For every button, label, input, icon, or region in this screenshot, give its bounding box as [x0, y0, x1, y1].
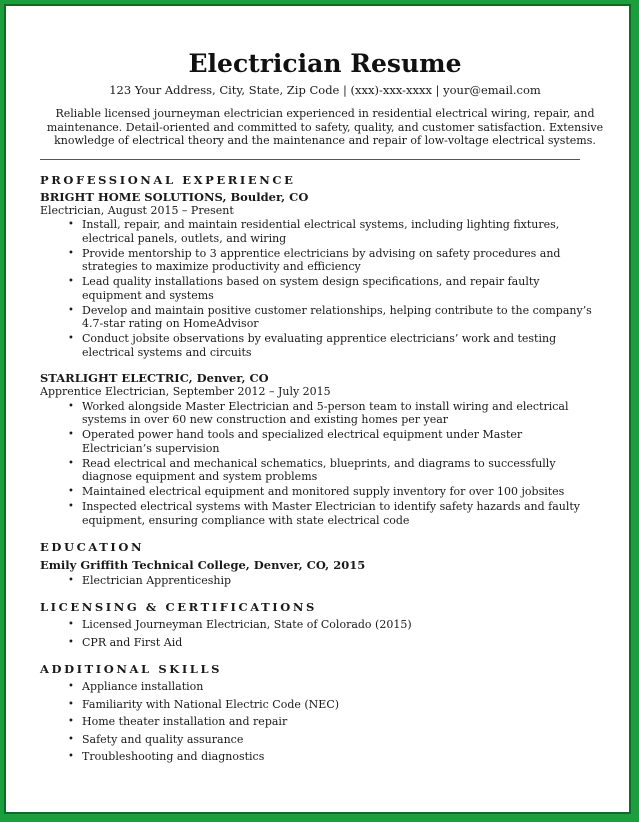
job-bullets: [40, 400, 610, 528]
summary-paragraph: Reliable licensed journeyman electrician experienced in residential electrical wiring, repair, and maintenance. Detail-oriented and committed to safety, quality, and customer satisfaction. Extensive knowledge of electrical theory and the maintenance and repair of low-voltage electrical systems.: [46, 107, 604, 147]
list-item: [68, 456, 610, 484]
job-company: BRIGHT HOME SOLUTIONS, Boulder, CO: [40, 189, 309, 204]
bullet-icon: •: [68, 751, 74, 762]
section-title-experience: PROFESSIONAL EXPERIENCE: [40, 172, 296, 187]
job-entry: [40, 371, 610, 527]
list-item-text: Safety and quality assurance: [82, 732, 244, 746]
bullet-icon: •: [68, 733, 74, 745]
resume-title: Electrician Resume: [188, 49, 462, 78]
list-item-text: Electrician Apprenticeship: [82, 573, 232, 587]
licensing-bullets: [40, 618, 610, 649]
list-item: [68, 618, 610, 632]
list-item: [68, 428, 610, 455]
list-item-text: Lead quality installations based on system design specifications, and repair faulty equipment and systems: [82, 275, 540, 302]
bullet-icon: •: [68, 501, 74, 512]
contact-line: 123 Your Address, City, State, Zip Code | (xxx)-xxx-xxxx | your@email.com: [109, 83, 541, 97]
bullet-icon: •: [68, 619, 74, 630]
bullet-icon: •: [68, 247, 74, 259]
bullet-icon: •: [68, 457, 74, 469]
list-item: [68, 246, 610, 274]
bullet-icon: •: [68, 636, 74, 648]
list-item-text: CPR and First Aid: [82, 635, 183, 649]
section-title-licensing: LICENSING & CERTIFICATIONS: [40, 600, 317, 614]
bullet-icon: •: [68, 698, 74, 710]
list-item-text: Conduct jobsite observations by evaluating apprentice electricians’ work and testing electrical systems and circuits: [82, 332, 557, 359]
list-item: [68, 680, 610, 694]
section-title-education: EDUCATION: [40, 540, 145, 554]
list-item: [68, 303, 610, 331]
bullet-icon: •: [68, 486, 74, 497]
list-item-text: Licensed Journeyman Electrician, State of Colorado (2015): [82, 618, 412, 631]
bullet-icon: •: [68, 429, 74, 440]
list-item-text: Maintained electrical equipment and monitored supply inventory for over 100 jobsites: [82, 485, 565, 498]
list-item-text: Home theater installation and repair: [82, 715, 288, 728]
bullet-icon: •: [68, 333, 74, 344]
list-item-text: Operated power hand tools and specialized electrical equipment under Master Electrician’s supervision: [82, 428, 523, 455]
list-item-text: Read electrical and mechanical schematics, blueprints, and diagrams to successfully diagnose equipment and system problems: [82, 456, 556, 483]
list-item-text: Install, repair, and maintain residential electrical systems, including lighting fixtures, electrical panels, outlets, and wiring: [82, 218, 560, 245]
bullet-icon: •: [68, 304, 74, 316]
bullet-icon: •: [68, 400, 74, 412]
resume-page: [40, 50, 610, 764]
education-school: Emily Griffith Technical College, Denver, CO, 2015: [40, 558, 366, 572]
job-role: Apprentice Electrician, September 2012 – July 2015: [40, 385, 331, 398]
header-divider: [40, 159, 580, 160]
document-frame: [4, 4, 631, 814]
list-item-text: Inspected electrical systems with Master Electrician to identify safety hazards and faulty equipment, ensuring compliance with state electrical code: [82, 500, 581, 527]
section-title-skills: ADDITIONAL SKILLS: [40, 662, 223, 676]
list-item: [68, 573, 610, 588]
list-item: [68, 399, 610, 427]
bullet-icon: •: [68, 219, 74, 230]
job-company: STARLIGHT ELECTRIC, Denver, CO: [40, 371, 269, 385]
list-item-text: Troubleshooting and diagnostics: [82, 750, 265, 763]
list-item: [68, 715, 610, 729]
list-item: [68, 750, 610, 764]
education-bullets: [40, 574, 610, 588]
list-item-text: Provide mentorship to 3 apprentice electricians by advising on safety procedures and strategies to maximize productivity and efficiency: [82, 246, 561, 273]
list-item-text: Worked alongside Master Electrician and 5-person team to install wiring and electrical systems in over 60 new construction and existing homes per year: [82, 399, 569, 426]
job-role: Electrician, August 2015 – Present: [40, 203, 234, 217]
list-item: [68, 275, 610, 302]
list-item: [68, 697, 610, 712]
bullet-icon: •: [68, 276, 74, 287]
list-item-text: Familiarity with National Electric Code (NEC): [82, 697, 340, 711]
job-entry: [40, 190, 610, 360]
list-item: [68, 635, 610, 650]
list-item-text: Appliance installation: [82, 680, 204, 693]
list-item-text: Develop and maintain positive customer relationships, helping contribute to the company’s 4.7-star rating on HomeAdvisor: [82, 303, 592, 330]
bullet-icon: •: [68, 574, 74, 586]
bullet-icon: •: [68, 716, 74, 727]
skills-bullets: [40, 680, 610, 764]
list-item: [68, 218, 610, 245]
list-item: [68, 485, 610, 499]
list-item: [68, 332, 610, 359]
list-item: [68, 732, 610, 747]
list-item: [68, 500, 610, 527]
bullet-icon: •: [68, 681, 74, 692]
job-bullets: [40, 218, 610, 359]
